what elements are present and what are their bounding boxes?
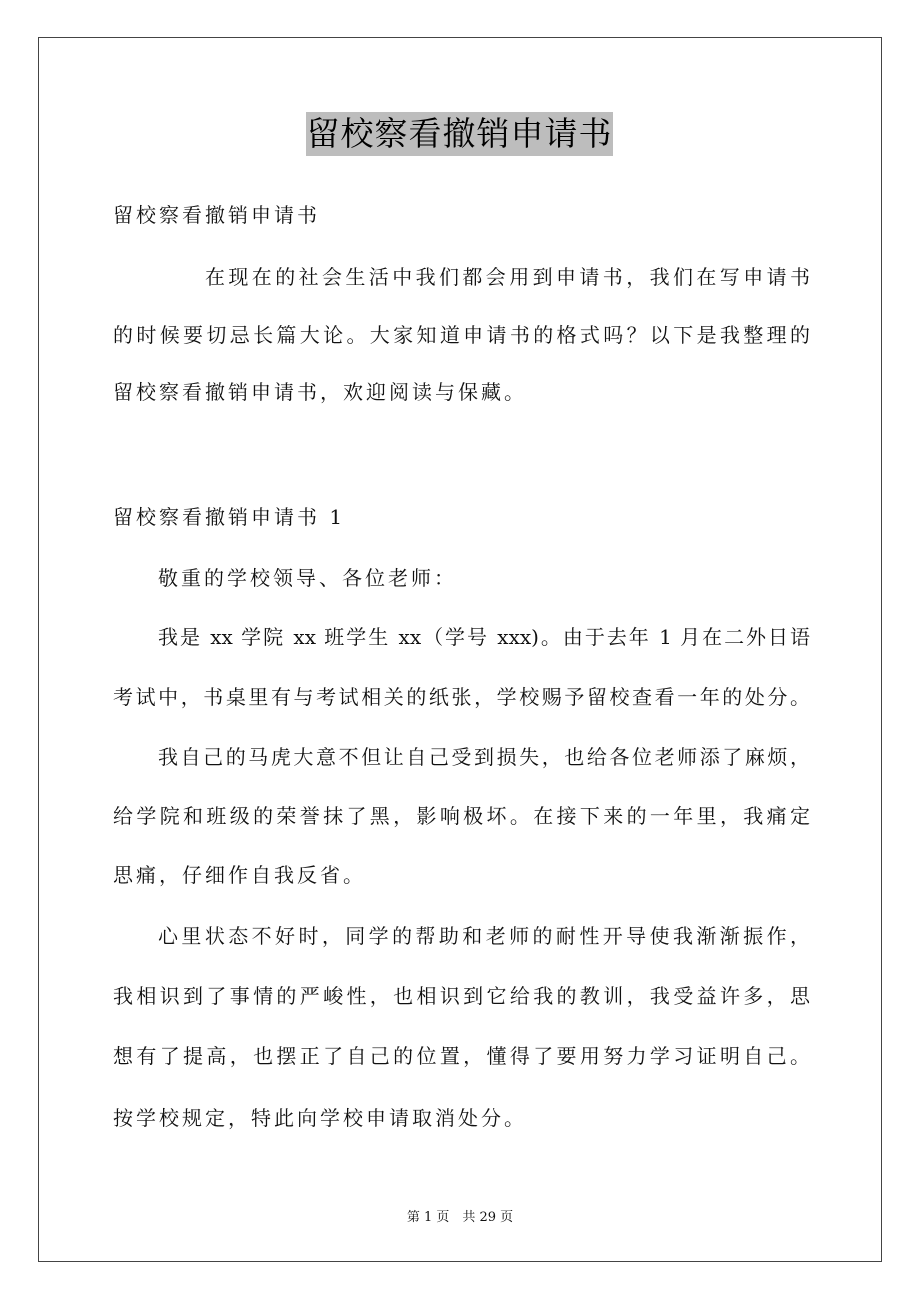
- salutation: 敬重的学校领导、各位老师：: [158, 566, 457, 590]
- page-footer: 第 1 页 共 29 页: [406, 1210, 514, 1225]
- text-line: 考试中，书桌里有与考试相关的纸张，学校赐予留校查看一年的处分。: [113, 685, 810, 709]
- text-line: 在现在的社会生活中我们都会用到申请书，我们在写申请书: [205, 265, 810, 289]
- text-line: 思痛，仔细作自我反省。: [113, 863, 366, 887]
- text-line: 给学院和班级的荣誉抹了黑，影响极坏。在接下来的一年里，我痛定: [113, 804, 810, 828]
- text-line: 我相识到了事情的严峻性，也相识到它给我的教训，我受益许多，思: [113, 984, 810, 1008]
- section-heading: 留校察看撤销申请书 1: [113, 505, 346, 529]
- text-line: 我自己的马虎大意不但让自己受到损失，也给各位老师添了麻烦，: [158, 745, 810, 769]
- text-line: 我是 xx 学院 xx 班学生 xx（学号 xxx)。由于去年 1 月在二外日语: [158, 625, 810, 649]
- document-title: 留校察看撤销申请书: [306, 112, 613, 156]
- subtitle: 留校察看撤销申请书: [113, 203, 320, 227]
- text-line: 的时候要切忌长篇大论。大家知道申请书的格式吗？以下是我整理的: [113, 323, 810, 347]
- text-line: 留校察看撤销申请书，欢迎阅读与保藏。: [113, 380, 527, 404]
- text-line: 想有了提高，也摆正了自己的位置，懂得了要用努力学习证明自己。: [113, 1044, 810, 1068]
- text-line: 按学校规定，特此向学校申请取消处分。: [113, 1106, 527, 1130]
- text-line: 心里状态不好时，同学的帮助和老师的耐性开导使我渐渐振作，: [158, 924, 810, 948]
